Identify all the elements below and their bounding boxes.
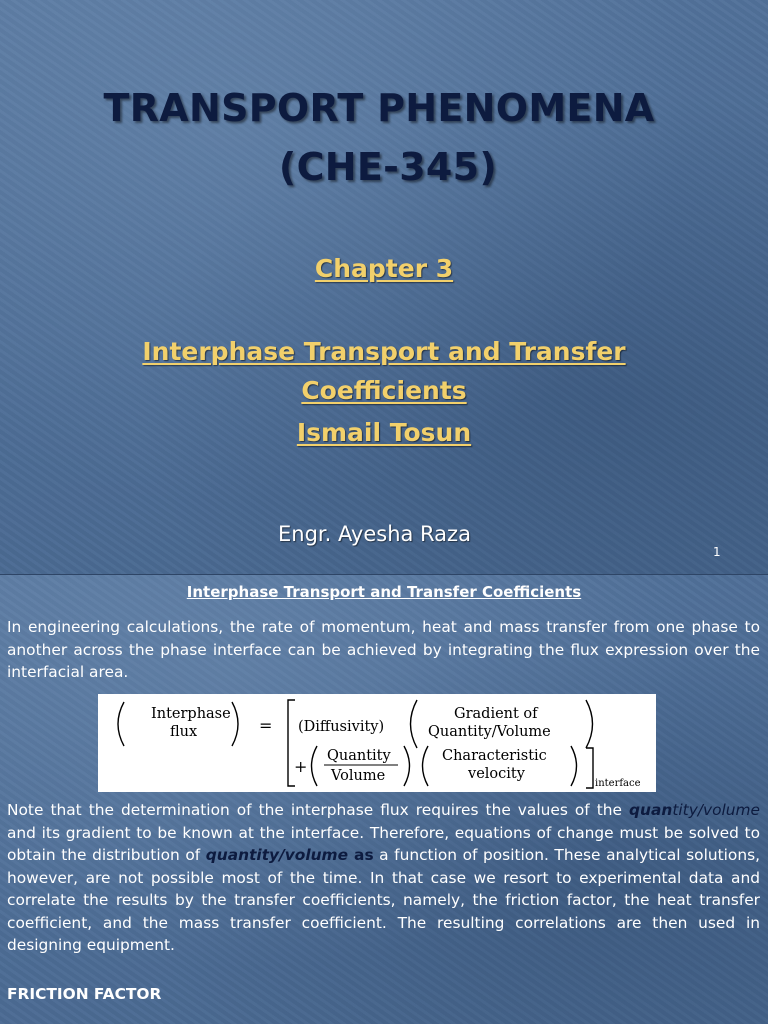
page-number: 1 [713,545,721,559]
para2-emphasis-1a: quan [629,801,673,819]
paren-right-icon [571,746,577,786]
intro-paragraph: In engineering calculations, the rate of momentum, heat and mass transfer from one phase to another across the phase interface can be achieved by integrating the flux expression over the interfacial area. [7,618,760,681]
eq-lhs-bottom: flux [170,724,198,740]
book-author [0,418,768,447]
paren-right-icon [586,700,593,748]
eq-qty-top: Quantity [327,748,391,764]
course-code: (CHE-345) [278,145,498,189]
eq-char-bottom: velocity [468,766,525,782]
bracket-right-icon [586,748,593,788]
paren-left-icon [423,746,429,786]
eq-diffusivity: (Diffusivity) [298,719,385,735]
explanation-paragraph [7,799,760,957]
paren-left-icon [118,702,124,746]
para2-text-3: a function of position. These analytical solutions, however, are not possible most of the time. In that case we resort to experimental data and correlate the results by the transfer coefficients, namely, the friction factor, the heat transfer coefficient, and the mass transfer coefficient. The resulting correlations are then used in designing equipment. [7,846,760,954]
para2-text-2: and its gradient to be known at the interface. Therefore, equations of change must be solved to obtain the distribution of [7,823,760,864]
eq-subscript: interface [595,778,641,789]
interphase-flux-equation [98,694,656,792]
equation-figure [98,694,656,792]
para2-as: as [348,846,374,864]
eq-equals: = [259,716,273,735]
course-title: TRANSPORT PHENOMENA [103,86,655,130]
chapter-title-line1: Interphase Transport and Transfer [142,337,626,366]
eq-char-top: Characteristic [442,748,547,764]
paren-right-icon [232,702,238,746]
book-author-text: Ismail Tosun [296,418,472,447]
paren-right-icon [404,746,410,786]
chapter-title-line2: Coefficients [301,376,467,405]
paren-left-icon [411,700,418,748]
para2-emphasis-1b: tity/volume [672,801,760,819]
eq-grad-bottom: Quantity/Volume [428,724,551,740]
eq-plus: + [294,757,308,776]
section-heading: Interphase Transport and Transfer Coefficients [186,583,582,601]
presenter-name: Engr. Ayesha Raza [278,522,471,546]
friction-factor-heading: FRICTION FACTOR [7,985,162,1003]
eq-qty-bottom: Volume [331,768,386,784]
paren-left-icon [312,746,318,786]
eq-lhs-top: Interphase [151,706,231,722]
para2-text-1: Note that the determination of the interphase flux requires the values of the [7,801,630,819]
eq-grad-top: Gradient of [454,706,538,722]
chapter-label: Chapter 3 [314,254,454,283]
para2-emphasis-2: quantity/volume [205,846,349,864]
content-slide [0,575,768,1024]
